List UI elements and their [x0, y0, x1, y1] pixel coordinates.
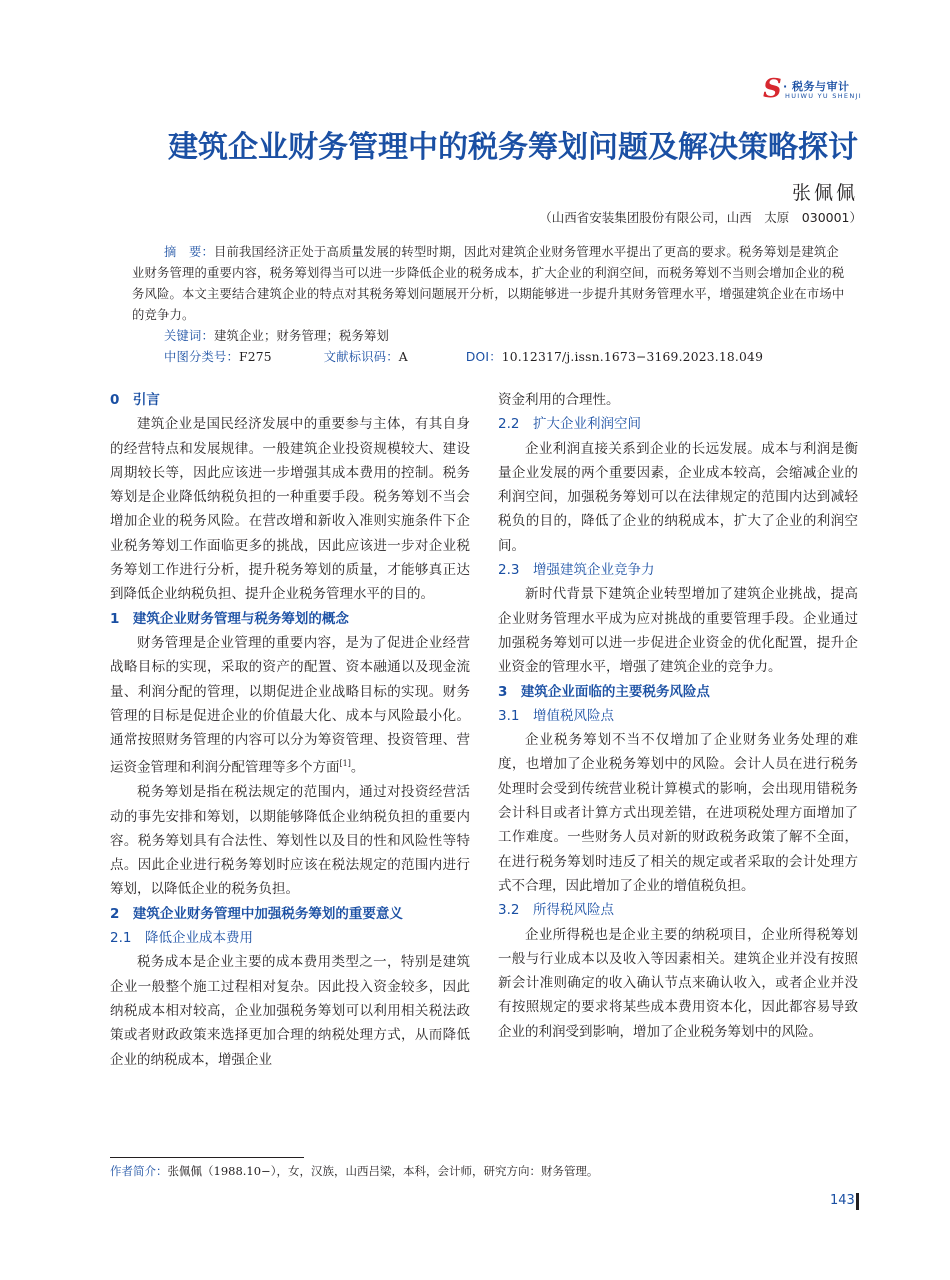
body-paragraph: 税务筹划是指在税法规定的范围内，通过对投资经营活动的事先安排和筹划，以期能够降低企业纳税负担的重要内容。税务筹划具有合法性、筹划性以及目的性和风险性等特点。因此企业进行税务筹划时应该在税法规定的范围内进行筹划，以降低企业的税务负担。 — [110, 784, 470, 898]
body-paragraph: 新时代背景下建筑企业转型增加了建筑企业挑战，提高企业财务管理水平成为应对挑战的重要管理手段。企业通过加强税务筹划可以进一步促进企业资金的优化配置，提升企业资金的管理水平，增强了建筑企业的竞争力。 — [498, 586, 858, 676]
paragraph-text: 财务管理是企业管理的重要内容，是为了促进企业经营战略目标的实现，采取的资产的配置、资本融通以及现金流量、利润分配的管理，以期促进企业战略目标的实现。财务管理的目标是促进企业的价值最大化、成本与风险最小化。通常按照财务管理的内容可以分为筹资管理、投资管理、营运资金管理和利润分配管理等多个方面 — [110, 634, 470, 776]
body-paragraph: 企业税务筹划不当不仅增加了企业财务业务处理的难度，也增加了企业税务筹划中的风险。会计人员在进行税务处理时会受到传统营业税计算模式的影响，会出现用错税务会计科目或者计算方式出现差错，在进项税处理方面增加了工作难度。一些财务人员对新的财政税务政策了解不全面，在进行税务筹划时违反了相关的规定或者采取的会计处理方式不合理，因此增加了企业的增值税负担。 — [498, 732, 858, 894]
body-paragraph: 企业所得税也是企业主要的纳税项目，企业所得税筹划一般与行业成本以及收入等因素相关。建筑企业并没有按照新会计准则确定的收入确认节点来确认收入，或者企业并没有按照规定的要求将某些成本费用资本化，因此都容易导致企业的利润受到影响，增加了企业税务筹划中的风险。 — [498, 926, 858, 1040]
keywords-line — [132, 326, 850, 347]
classification-line — [132, 347, 850, 368]
abstract-paragraph — [132, 242, 850, 326]
keywords-label: 关键词： — [164, 329, 214, 343]
subsection-heading: 2.2 扩大企业利润空间 — [498, 416, 641, 433]
section-heading: 3 建筑企业面临的主要税务风险点 — [498, 683, 710, 700]
section-name-en: HUIWU YU SHENJI — [785, 92, 862, 100]
body-paragraph: 企业利润直接关系到企业的长远发展。成本与利润是衡量企业发展的两个重要因素，企业成本较高，会缩减企业的利润空间，加强税务筹划可以在法律规定的范围内达到减轻税负的目的，降低了企业的纳税成本，扩大了企业的利润空间。 — [498, 440, 858, 554]
citation-ref: [1] — [339, 759, 351, 769]
keywords-text: 建筑企业；财务管理；税务筹划 — [214, 329, 389, 343]
page-number-bar — [856, 1193, 859, 1210]
abstract-text: 目前我国经济正处于高质量发展的转型时期，因此对建筑企业财务管理水平提出了更高的要求。税务筹划是建筑企业财务管理的重要内容，税务筹划得当可以进一步降低企业的税务成本，扩大企业的利润空间，而税务筹划不当则会增加企业的税务风险。本文主要结合建筑企业的特点对其税务筹划问题展开分析，以期能够进一步提升其财务管理水平，增强建筑企业在市场中的竞争力。 — [132, 245, 845, 322]
author-name: 张佩佩 — [791, 182, 858, 204]
section-heading: 2 建筑企业财务管理中加强税务筹划的重要意义 — [110, 905, 403, 922]
footnote-label: 作者简介： — [110, 1164, 168, 1178]
paragraph-end: 。 — [350, 759, 365, 776]
footnote-text: 张佩佩（1988.10−），女，汉族，山西吕梁，本科，会计师，研究方向：财务管理。 — [167, 1164, 599, 1178]
body-paragraph: 税务成本是企业主要的成本费用类型之一，特别是建筑企业一般整个施工过程相对复杂。因此投入资金较多，因此纳税成本相对较高，企业加强税务筹划可以利用相关税法政策或者财政政策来选择更加合理的纳税处理方式，从而降低企业的纳税成本，增强企业 — [110, 954, 470, 1068]
section-heading: 0 引言 — [110, 392, 160, 408]
page-number: 143 — [830, 1193, 855, 1208]
subsection-heading: 2.1 降低企业成本费用 — [110, 930, 253, 947]
doc-code-label: 文献标识码： — [323, 350, 399, 364]
clc-value: F275 — [238, 350, 272, 364]
body-paragraph — [110, 631, 470, 780]
article-title: 建筑企业财务管理中的税务筹划问题及解决策略探讨 — [168, 130, 858, 165]
doi-value: 10.12317/j.issn.1673−3169.2023.18.049 — [501, 350, 764, 364]
body-paragraph: 建筑企业是国民经济发展中的重要参与主体，有其自身的经营特点和发展规律。一般建筑企业投资规模较大、建设周期较长等，因此应该进一步增强其成本费用的控制。税务筹划是企业降低纳税负担的一种重要手段。税务筹划不当会增加企业的税务风险。在营改增和新收入准则实施条件下企业税务筹划工作面临更多的挑战，因此应该进一步对企业税务筹划工作进行分析，提升税务筹划的质量，才能够真正达到降低企业纳税负担、提升企业税务管理水平的目的。 — [110, 416, 470, 603]
section-name-cn: · 税务与审计 — [783, 80, 850, 93]
journal-logo-mark: S — [763, 74, 782, 104]
abstract-label: 摘 要： — [164, 245, 214, 259]
clc-label: 中图分类号： — [164, 350, 239, 364]
doc-code-value: A — [398, 350, 408, 364]
author-bio-footnote — [110, 1162, 598, 1180]
subsection-heading: 2.3 增强建筑企业竞争力 — [498, 562, 655, 579]
body-paragraph-continued: 资金利用的合理性。 — [498, 392, 620, 408]
doi-label: DOI： — [465, 350, 502, 364]
author-affiliation: （山西省安装集团股份有限公司，山西 太原 030001） — [539, 210, 862, 225]
abstract-block — [132, 242, 850, 368]
left-column — [110, 388, 470, 1072]
subsection-heading: 3.2 所得税风险点 — [498, 902, 614, 919]
section-heading: 1 建筑企业财务管理与税务筹划的概念 — [110, 610, 349, 627]
footnote-divider — [110, 1157, 304, 1158]
journal-section-logo — [763, 76, 863, 106]
right-column — [498, 388, 858, 1044]
subsection-heading: 3.1 增值税风险点 — [498, 707, 614, 724]
